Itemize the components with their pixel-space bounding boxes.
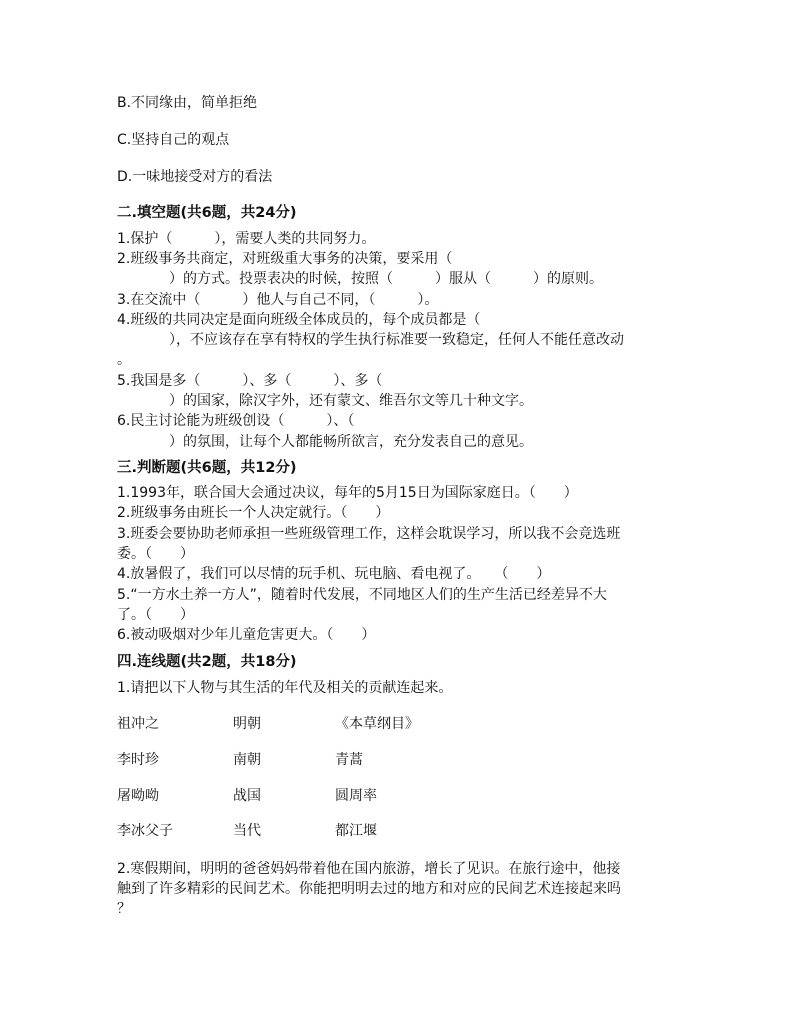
fill-q1: 1.保护（ ），需要人类的共同努力。 [117, 231, 376, 247]
judge-q6: 6.被动吸烟对少年儿童危害更大。（ ） [117, 627, 376, 643]
fill-q5: 5.我国是多（ ）、多（ ）、多（ [117, 373, 383, 389]
fill-q4: 4.班级的共同决定是面向班级全体成员的，每个成员都是（ [117, 312, 481, 328]
fill-q5-cont: ）的国家，除汉字外，还有蒙文、维吾尔文等几十种文字。 [141, 393, 533, 409]
judge-q3: 3.班委会要协助老师承担一些班级管理工作，这样会耽误学习，所以我不会竞选班 [117, 526, 621, 542]
fill-q2: 2.班级事务共商定，对班级重大事务的决策，要采用（ [117, 251, 453, 267]
match-q2-cont: 触到了许多精彩的民间艺术。你能把明明去过的地方和对应的民间艺术连接起来吗 [117, 881, 621, 897]
judge-q5-cont: 了。（ ） [117, 607, 194, 623]
fill-q3: 3.在交流中（ ）他人与自己不同，（ ）。 [117, 292, 439, 308]
section-4-title: 四.连线题(共2题，共18分) [117, 654, 297, 670]
person-1: 祖冲之 [117, 716, 159, 732]
person-4: 李冰父子 [117, 823, 173, 839]
fill-q6: 6.民主讨论能为班级创设（ ）、（ [117, 413, 355, 429]
fill-q4-cont: ），不应该存在享有特权的学生执行标准要一致稳定，任何人不能任意改动 [141, 332, 624, 348]
section-3-title: 三.判断题(共6题，共12分) [117, 460, 297, 476]
fill-q6-cont: ）的氛围，让每个人都能畅所欲言，充分发表自己的意见。 [141, 434, 533, 450]
match-q2-end: ？ [117, 901, 131, 917]
era-1: 明朝 [233, 716, 261, 732]
match-q2: 2.寒假期间，明明的爸爸妈妈带着他在国内旅游，增长了见识。在旅行途中，他接 [117, 861, 621, 877]
era-4: 当代 [233, 823, 261, 839]
person-3: 屠呦呦 [117, 788, 159, 804]
contribution-3: 圆周率 [335, 788, 377, 804]
judge-q2: 2.班级事务由班长一个人决定就行。（ ） [117, 505, 390, 521]
match-q1: 1.请把以下人物与其生活的年代及相关的贡献连起来。 [117, 680, 453, 696]
option-b: B.不同缘由，简单拒绝 [117, 95, 258, 111]
judge-q5: 5.“一方水土养一方人”，随着时代发展，不同地区人们的生产生活已经差异不大 [117, 587, 607, 603]
section-2-title: 二.填空题(共6题，共24分) [117, 205, 297, 221]
option-d: D.一味地接受对方的看法 [117, 169, 273, 185]
option-c: C.坚持自己的观点 [117, 132, 230, 148]
contribution-2: 青蒿 [335, 752, 363, 768]
contribution-1: 《本草纲目》 [335, 716, 419, 732]
era-2: 南朝 [233, 752, 261, 768]
era-3: 战国 [233, 788, 261, 804]
judge-q1: 1.1993年，联合国大会通过决议，每年的5月15日为国际家庭日。（ ） [117, 485, 578, 501]
fill-q4-end: 。 [117, 352, 131, 368]
person-2: 李时珍 [117, 752, 159, 768]
contribution-4: 都江堰 [335, 823, 377, 839]
fill-q2-cont: ）的方式。投票表决的时候，按照（ ）服从（ ）的原则。 [141, 271, 603, 287]
judge-q3-cont: 委。（ ） [117, 546, 194, 562]
judge-q4: 4.放暑假了，我们可以尽情的玩手机、玩电脑、看电视了。 （ ） [117, 566, 551, 582]
